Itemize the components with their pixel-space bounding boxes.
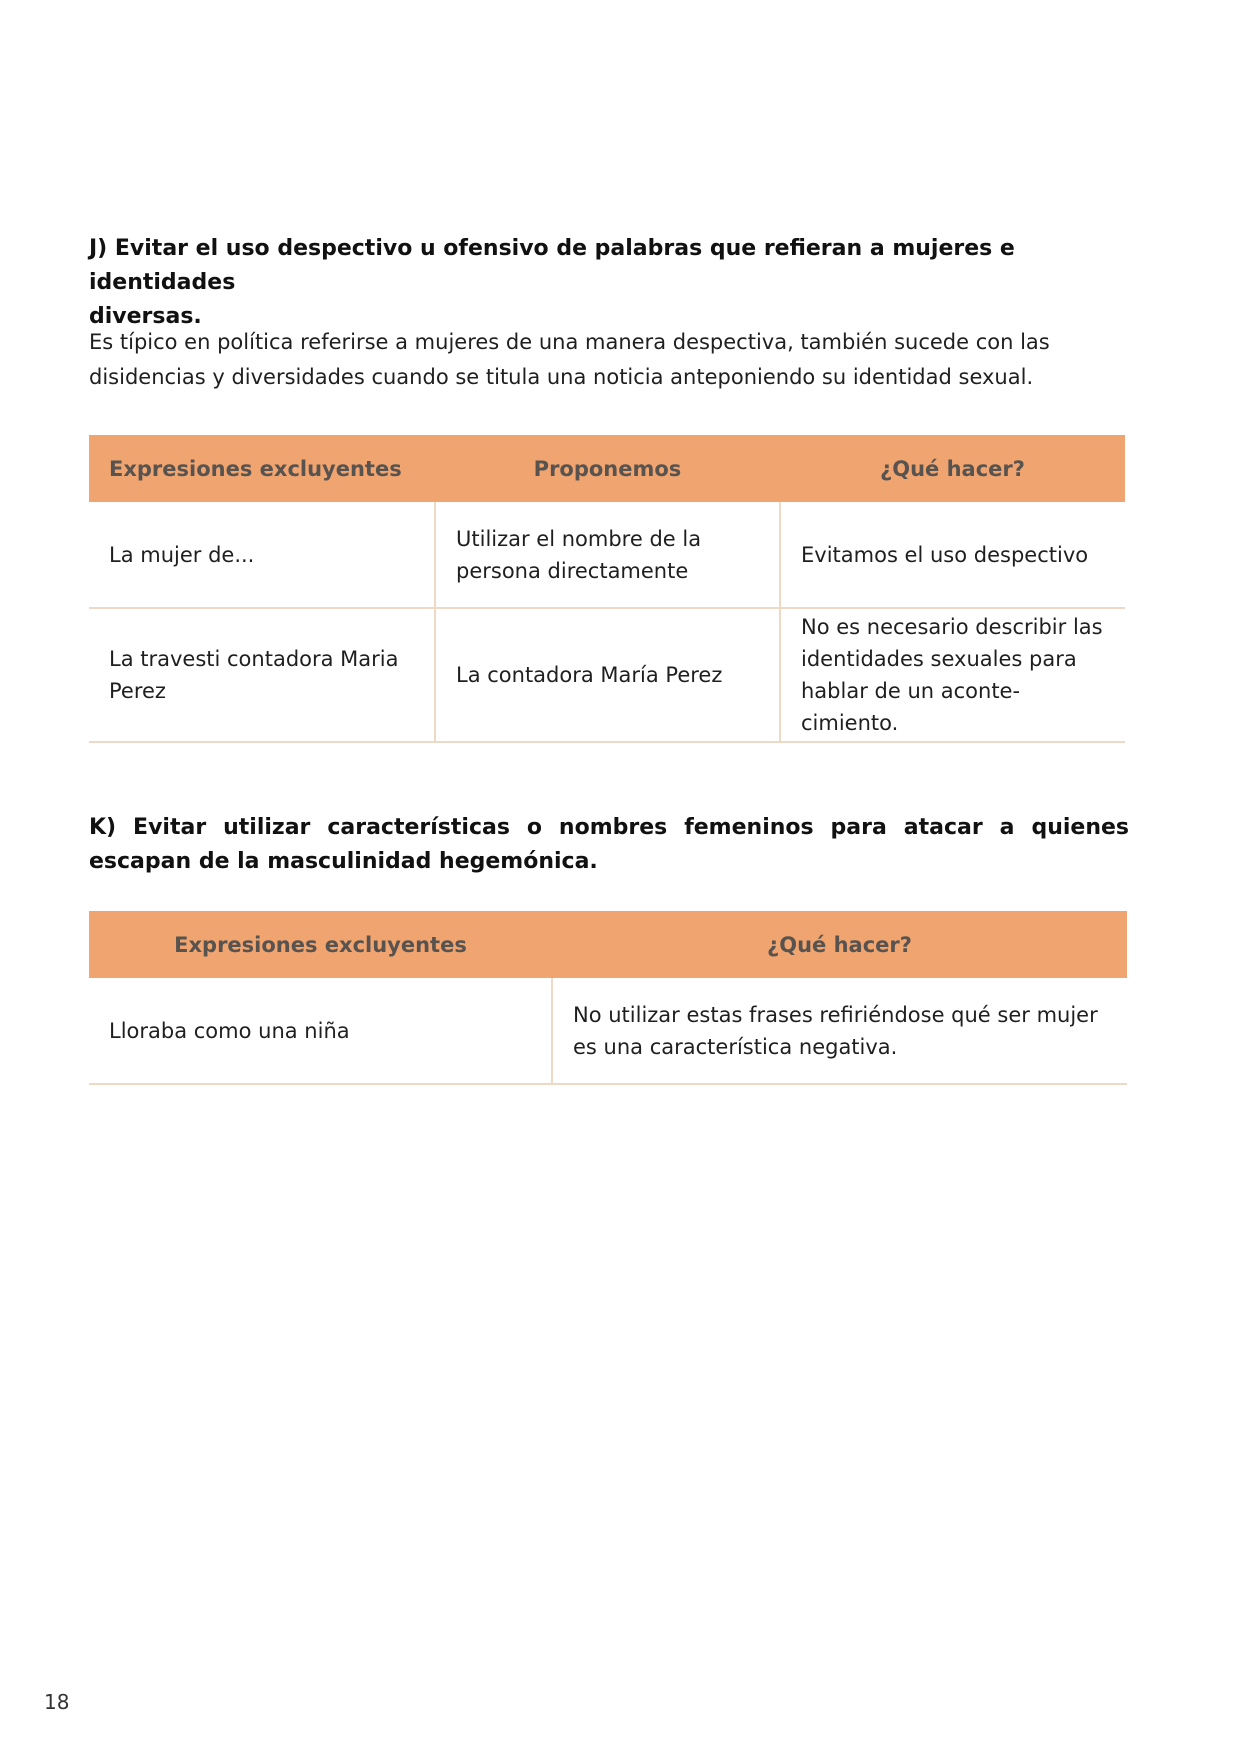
table-cell: La contadora María Perez (435, 608, 780, 742)
column-header: Expresiones excluyentes (89, 911, 552, 978)
column-header: ¿Qué hacer? (552, 911, 1127, 978)
table-cell: La mujer de... (89, 502, 435, 608)
column-header: Proponemos (435, 435, 780, 502)
table-header-row (89, 435, 1125, 502)
table-cell: La travesti contadora Maria Perez (89, 608, 435, 742)
section-k-heading: K) Evitar utilizar características o nombres femeninos para atacar a quienes escapan de la masculinidad hegemónica. (89, 815, 1129, 874)
table-cell: Lloraba como una niña (89, 978, 552, 1084)
table-cell: Evitamos el uso despectivo (780, 502, 1125, 608)
column-header: Expresiones excluyentes (89, 435, 435, 502)
table-cell: Utilizar el nombre de la persona directamente (435, 502, 780, 608)
table-cell: No utilizar estas frases refiriéndose qué ser mujer es una característica negativa. (552, 978, 1127, 1084)
table-row (89, 978, 1127, 1084)
section-j-table (89, 435, 1125, 743)
table-cell: No es necesario describir las identidades sexuales para hablar de un aconte-cimiento. (780, 608, 1125, 742)
page-number: 18 (44, 1690, 70, 1714)
table-row (89, 502, 1125, 608)
table-header-row (89, 911, 1127, 978)
section-j-paragraph: Es típico en política referirse a mujeres de una manera despectiva, también sucede con las disidencias y diversidades cuando se titula una noticia anteponiendo su identidad sexual. (89, 330, 1050, 389)
section-k-table (89, 911, 1127, 1085)
table-row (89, 608, 1125, 742)
section-j-heading-line1: J) Evitar el uso despectivo u ofensivo de palabras que refieran a mujeres e identidades (89, 236, 1015, 295)
column-header: ¿Qué hacer? (780, 435, 1125, 502)
section-j-heading (89, 232, 1129, 334)
section-j-heading-line2: diversas. (89, 304, 202, 329)
